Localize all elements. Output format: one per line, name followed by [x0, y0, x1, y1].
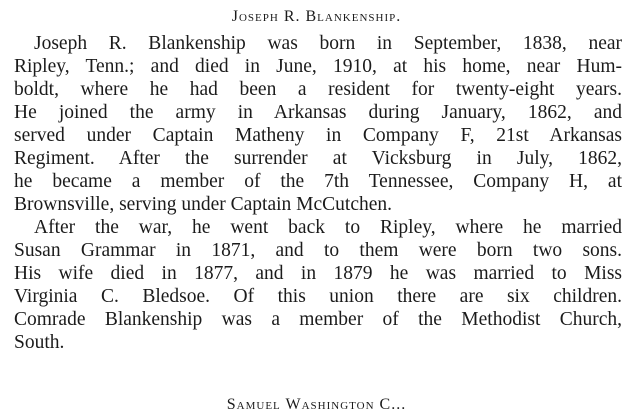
text-line: Susan Grammar in 1871, and to them were born two sons. [14, 240, 622, 261]
text-line: Comrade Blankenship was a member of the Methodist Church, [14, 309, 622, 330]
page-title: Joseph R. Blankenship. [231, 8, 402, 25]
paragraph-1 [14, 32, 622, 216]
text-line: His wife died in 1877, and in 1879 he was married to Miss [14, 263, 622, 284]
text-line: Virginia C. Bledsoe. Of this union there are six children. [14, 286, 622, 307]
text-line: he became a member of the 7th Tennessee, Company H, at [14, 171, 622, 192]
next-section-title-fragment: Samuel Washington C... [226, 396, 407, 413]
text-line: boldt, where he had been a resident for twenty-eight years. [14, 79, 622, 100]
text-line: He joined the army in Arkansas during January, 1862, and [14, 102, 622, 123]
text-line: South. [14, 332, 65, 353]
paragraph-2 [14, 216, 622, 354]
text-line: After the war, he went back to Ripley, where he married [34, 217, 622, 238]
text-line: Brownsville, serving under Captain McCutchen. [14, 194, 393, 215]
text-line: served under Captain Matheny in Company F, 21st Arkansas [14, 125, 622, 146]
text-line: Regiment. After the surrender at Vicksburg in July, 1862, [14, 148, 622, 169]
text-line: Joseph R. Blankenship was born in September, 1838, near [34, 33, 622, 54]
body-text [14, 32, 622, 354]
text-line: Ripley, Tenn.; and died in June, 1910, at his home, near Hum- [14, 56, 622, 77]
